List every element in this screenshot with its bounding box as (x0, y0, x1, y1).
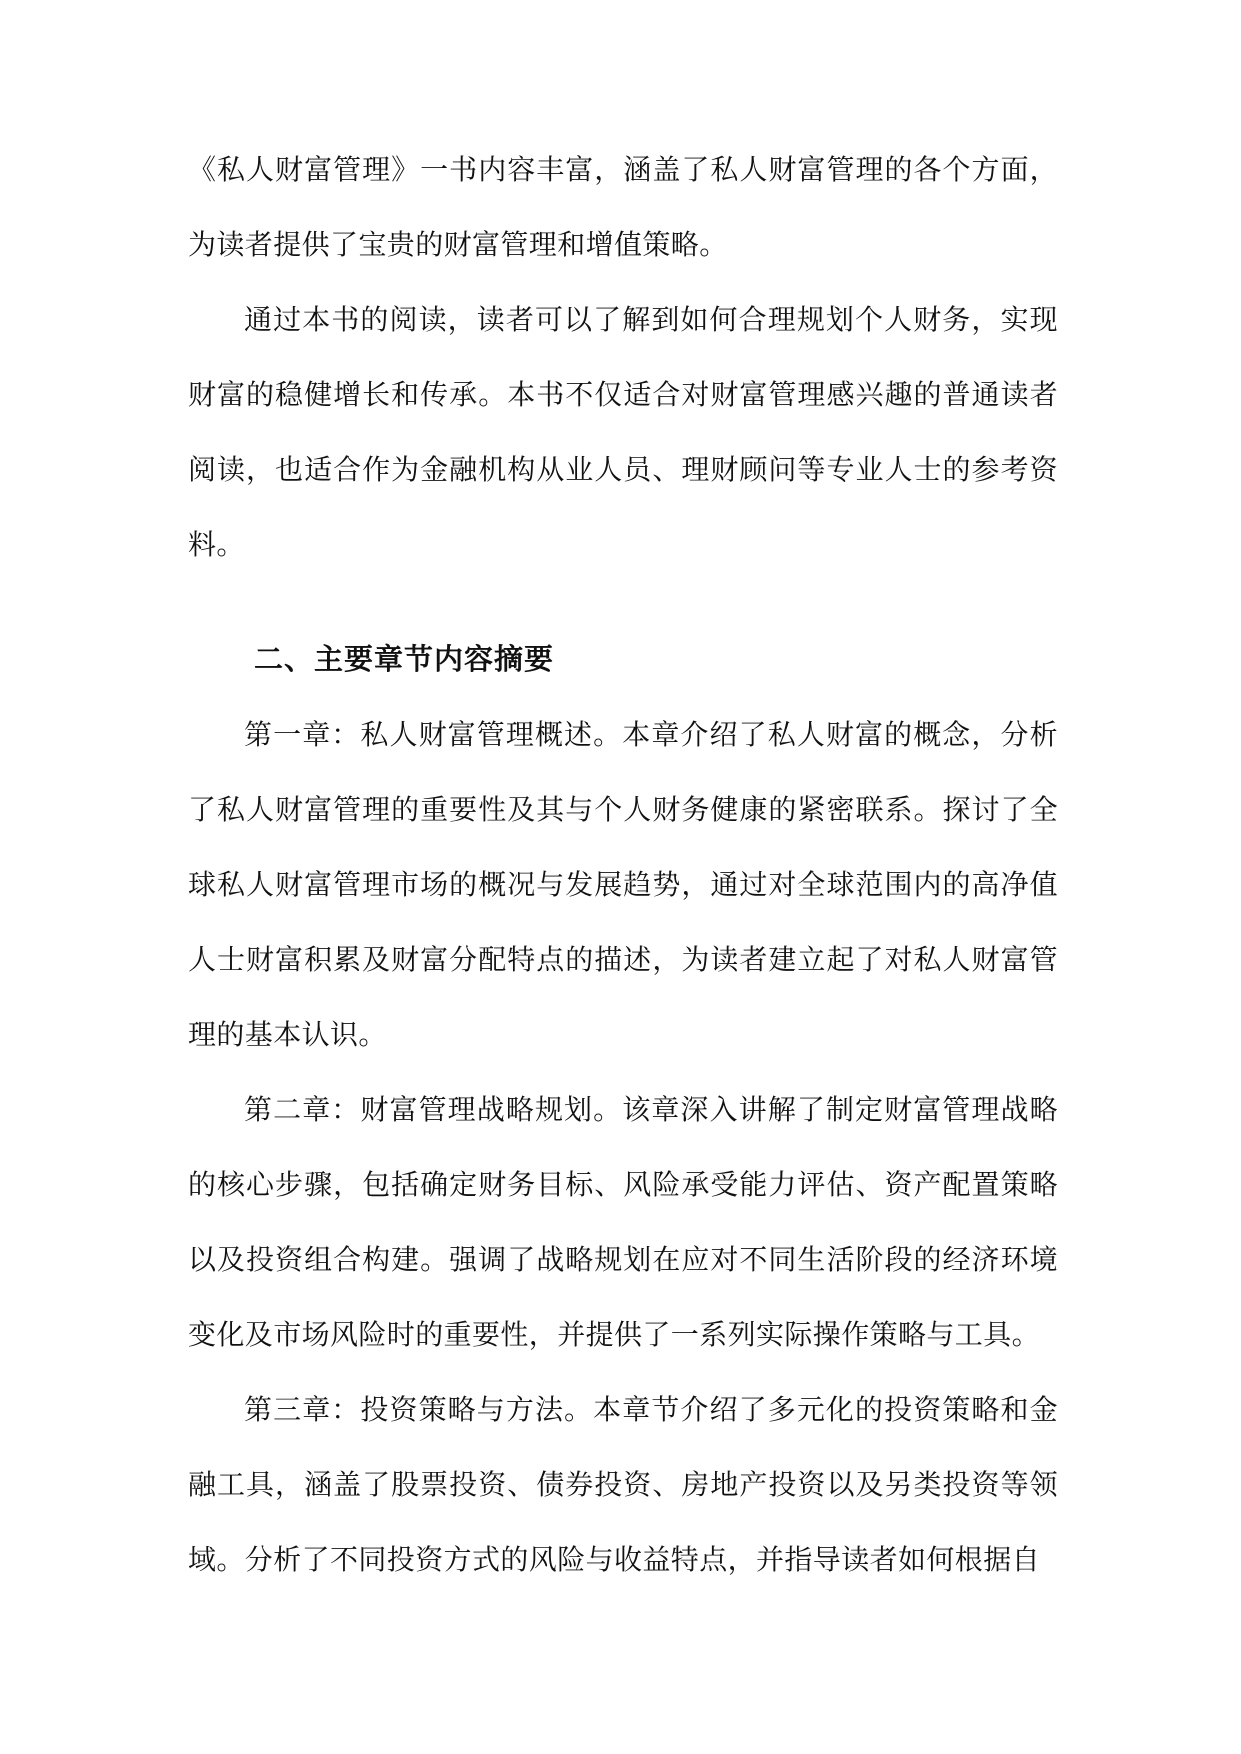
paragraph-intro: 《私人财富管理》一书内容丰富，涵盖了私人财富管理的各个方面，为读者提供了宝贵的财富管理和增值策略。 (188, 153, 1058, 261)
paragraph-reading: 通过本书的阅读，读者可以了解到如何合理规划个人财务，实现财富的稳健增长和传承。本书不仅适合对财富管理感兴趣的普通读者阅读，也适合作为金融机构从业人员、理财顾问等专业人士的参考资料。 (188, 303, 1058, 561)
paragraph-chapter-1: 第一章：私人财富管理概述。本章介绍了私人财富的概念，分析了私人财富管理的重要性及其与个人财务健康的紧密联系。探讨了全球私人财富管理市场的概况与发展趋势，通过对全球范围内的高净值人士财富积累及财富分配特点的描述，为读者建立起了对私人财富管理的基本认识。 (188, 718, 1058, 1051)
paragraph-chapter-3: 第三章：投资策略与方法。本章节介绍了多元化的投资策略和金融工具，涵盖了股票投资、债券投资、房地产投资以及另类投资等领域。分析了不同投资方式的风险与收益特点，并指导读者如何根据自 (188, 1393, 1058, 1576)
document-body (188, 132, 1058, 1597)
section-heading: 二、主要章节内容摘要 (254, 642, 555, 676)
paragraph-chapter-2: 第二章：财富管理战略规划。该章深入讲解了制定财富管理战略的核心步骤，包括确定财务目标、风险承受能力评估、资产配置策略以及投资组合构建。强调了战略规划在应对不同生活阶段的经济环境变化及市场风险时的重要性，并提供了一系列实际操作策略与工具。 (188, 1093, 1058, 1351)
